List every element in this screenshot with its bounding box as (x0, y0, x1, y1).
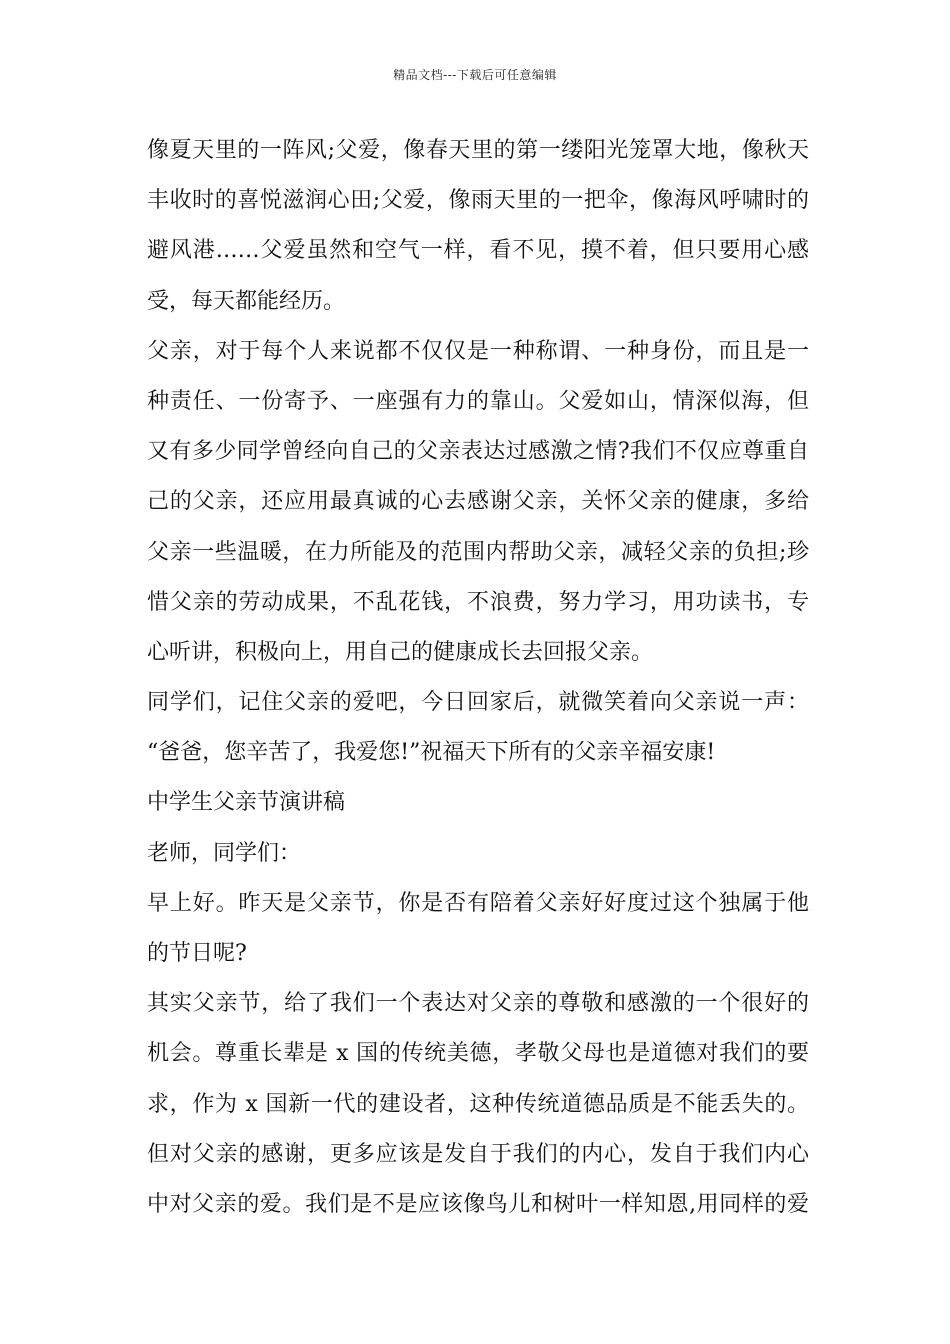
text-line: “爸爸，您辛苦了，我爱您!”祝福天下所有的父亲辛福安康! (147, 740, 716, 766)
page-header: 精品文档---下载后可任意编辑 (393, 68, 557, 82)
salutation: 老师，同学们： (147, 840, 302, 866)
text-line: 心听讲，积极向上，用自己的健康成长去回报父亲。 (147, 639, 654, 665)
text-line: 中对父亲的爱。我们是不是应该像鸟儿和树叶一样知恩,用同样的爱 (147, 1191, 809, 1217)
text-line: 但对父亲的感谢，更多应该是发自于我们的内心，发自于我们内心 (147, 1141, 809, 1167)
text-line: 像夏天里的一阵风;父爱，像春天里的第一缕阳光笼罩大地，像秋天 (147, 138, 809, 163)
text-line: 避风港……父爱虽然和空气一样，看不见，摸不着，但只要用心感 (147, 238, 809, 264)
text-line: 父亲一些温暖，在力所能及的范围内帮助父亲，减轻父亲的负担;珍 (147, 539, 809, 565)
text-line: 又有多少同学曾经向自己的父亲表达过感激之情?我们不仅应尊重自 (147, 439, 809, 465)
text-line: 丰收时的喜悦滋润心田;父爱，像雨天里的一把伞，像海风呼啸时的 (147, 188, 809, 214)
text-line: 早上好。昨天是父亲节，你是否有陪着父亲好好度过这个独属于他 (147, 890, 809, 916)
section-title: 中学生父亲节演讲稿 (147, 790, 346, 816)
text-line: 受，每天都能经历。 (147, 288, 346, 314)
text-line: 其实父亲节，给了我们一个表达对父亲的尊敬和感激的一个很好的 (147, 991, 809, 1017)
text-line: 求，作为 x 国新一代的建设者，这种传统道德品质是不能丢失的。 (147, 1091, 809, 1117)
text-line: 父亲，对于每个人来说都不仅仅是一种称谓、一种身份，而且是一 (147, 338, 809, 364)
text-line: 机会。尊重长辈是 x 国的传统美德，孝敬父母也是道德对我们的要 (147, 1041, 809, 1067)
text-line: 种责任、一份寄予、一座强有力的靠山。父爱如山，情深似海，但 (147, 388, 809, 414)
text-line: 惜父亲的劳动成果，不乱花钱，不浪费，努力学习，用功读书，专 (147, 589, 809, 615)
text-line: 己的父亲，还应用最真诚的心去感谢父亲，关怀父亲的健康，多给 (147, 489, 809, 515)
text-line: 同学们，记住父亲的爱吧，今日回家后，就微笑着向父亲说一声： (147, 690, 809, 716)
text-line: 的节日呢? (147, 941, 247, 966)
document-body (147, 126, 809, 1230)
